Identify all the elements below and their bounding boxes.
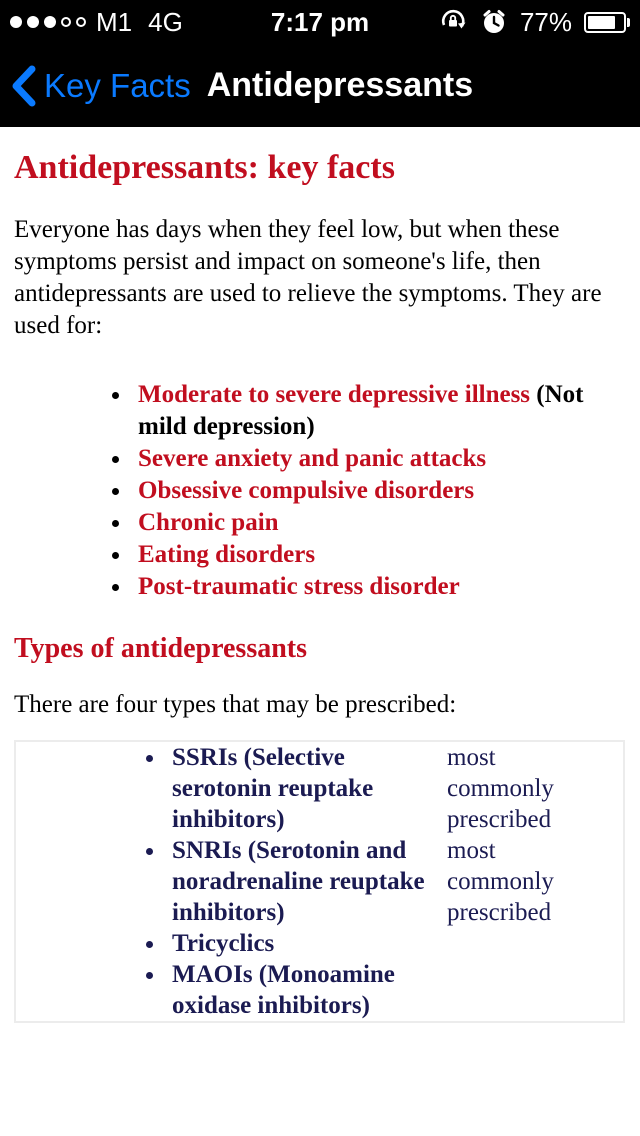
type-name: • MAOIs (Monoamine oxidase inhibitors) (166, 959, 447, 1021)
back-button-label: Key Facts (44, 66, 191, 104)
list-item: • Severe anxiety and panic attacks (132, 443, 626, 475)
types-intro-paragraph: There are four types that may be prescribed: (14, 691, 457, 718)
battery-percent-label: 77% (519, 6, 572, 37)
battery-icon (584, 12, 630, 33)
section-heading: Types of antidepressants (14, 633, 308, 664)
list-item: • Chronic pain (132, 507, 626, 539)
table-row (15, 741, 624, 835)
intro-paragraph: Everyone has days when they feel low, but when these symptoms persist and impact on someone's life, then antidepressants are used to relieve the symptoms. They are used for: (14, 216, 602, 339)
network-type-label: 4G (148, 6, 183, 37)
clock-time: 7:17 pm (270, 6, 370, 37)
page-title: Antidepressants (206, 66, 474, 104)
article-content[interactable] (0, 149, 640, 1023)
list-item: • Eating disorders (132, 539, 626, 571)
type-note: most commonly prescribed (447, 837, 554, 926)
alarm-icon (480, 8, 508, 36)
rotation-lock-icon (438, 7, 468, 37)
table-row (15, 928, 624, 959)
type-note: most commonly prescribed (447, 744, 554, 833)
table-row (15, 835, 624, 928)
type-name: • Tricyclics (166, 928, 447, 959)
status-bar (0, 0, 640, 44)
list-item: • Obsessive compulsive disorders (132, 475, 626, 507)
navigation-bar (0, 44, 640, 127)
table-row (15, 959, 624, 1022)
top-black-area (0, 0, 640, 127)
list-item: • Post-traumatic stress disorder (132, 571, 626, 603)
type-name: • SSRIs (Selective serotonin reuptake inhibitors) (166, 742, 447, 835)
article-heading: Antidepressants: key facts (14, 149, 395, 186)
types-table (14, 740, 625, 1023)
uses-list (132, 379, 626, 603)
list-item: • Moderate to severe depressive illness (Not mild depression) (132, 379, 626, 443)
back-button[interactable] (10, 65, 191, 107)
back-chevron-icon (10, 65, 36, 107)
carrier-label: M1 (96, 6, 133, 37)
type-name: • SNRIs (Serotonin and noradrenaline reuptake inhibitors) (166, 835, 447, 928)
